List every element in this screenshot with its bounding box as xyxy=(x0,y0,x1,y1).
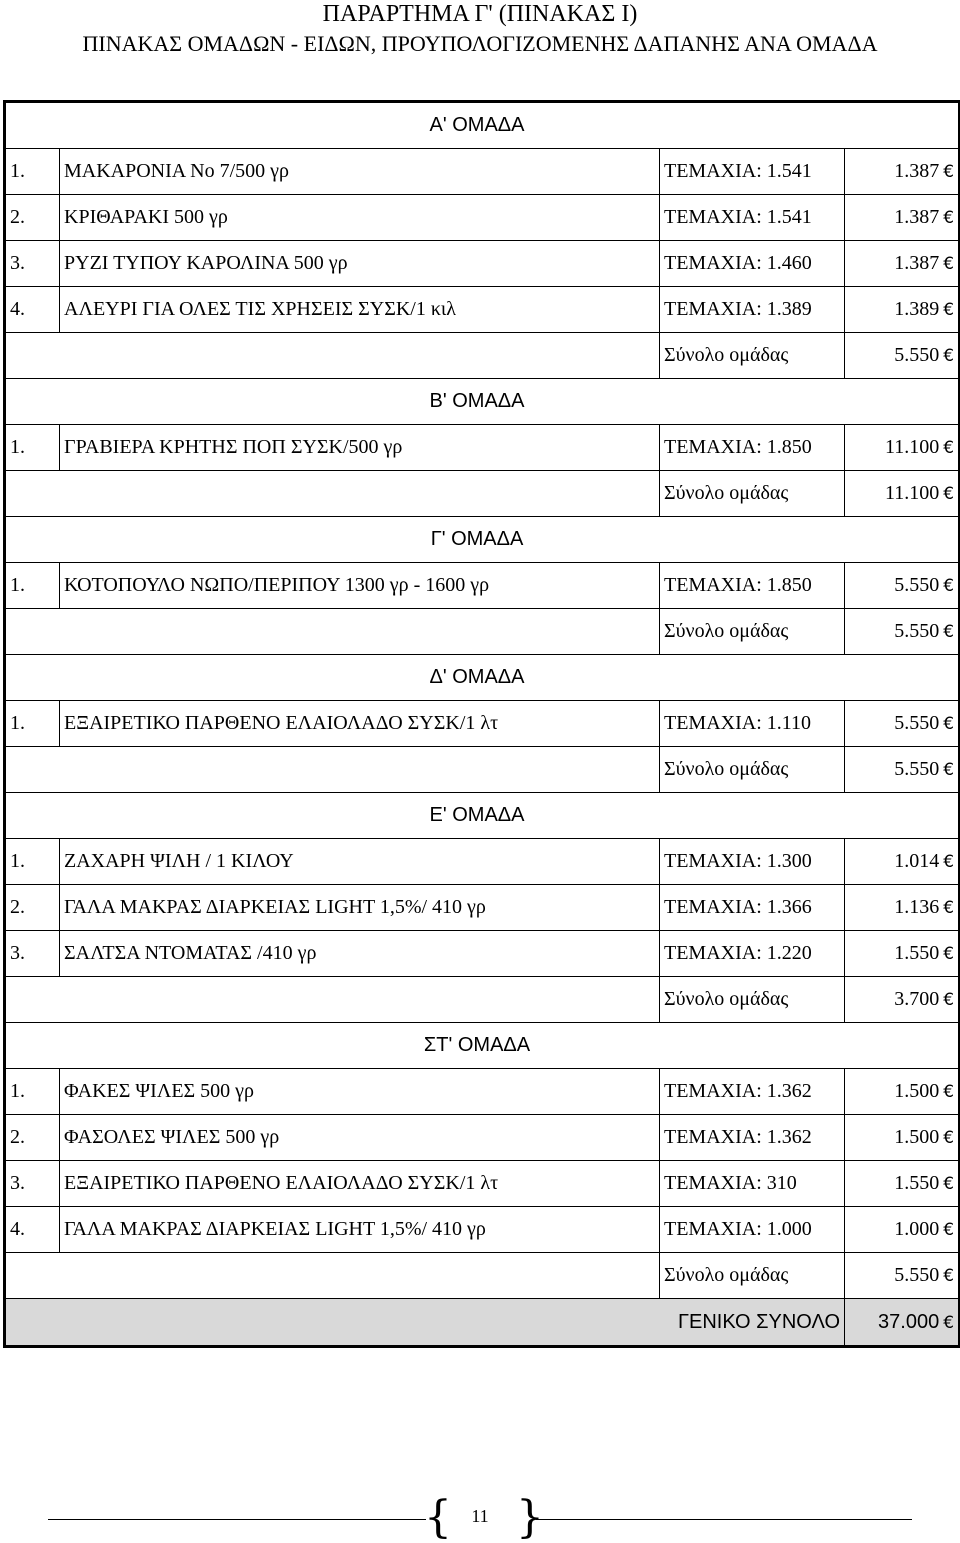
item-description: ΑΛΕΥΡΙ ΓΙΑ ΟΛΕΣ ΤΙΣ ΧΡΗΣΕΙΣ ΣΥΣΚ/1 κιλ xyxy=(60,287,660,333)
group-title-text: Γ' ΟΜΑΔΑ xyxy=(430,528,524,550)
item-amount-cell xyxy=(845,931,960,977)
item-row xyxy=(5,1207,960,1253)
euro-icon: € xyxy=(943,852,955,872)
item-number: 1. xyxy=(5,149,60,195)
group-title xyxy=(5,102,960,149)
page-number: 11 xyxy=(471,1506,489,1526)
item-amount-cell xyxy=(845,1069,960,1115)
item-quantity: ΤΕΜΑΧΙΑ: 1.366 xyxy=(660,885,845,931)
item-description: ΚΡΙΘΑΡΑΚΙ 500 γρ xyxy=(60,195,660,241)
item-number: 1. xyxy=(5,839,60,885)
euro-icon: € xyxy=(943,1082,955,1102)
group-total-amount: 5.550 xyxy=(894,344,940,366)
euro-icon: € xyxy=(943,1128,955,1148)
item-amount-cell xyxy=(845,839,960,885)
group-total-amount: 3.700 xyxy=(894,988,940,1010)
item-amount: 1.014 xyxy=(894,850,940,872)
item-row xyxy=(5,287,960,333)
item-description: ΕΞΑΙΡΕΤΙΚΟ ΠΑΡΘΕΝΟ ΕΛΑΙΟΛΑΔΟ ΣΥΣΚ/1 λτ xyxy=(60,701,660,747)
group-header-row xyxy=(5,793,960,839)
group-title xyxy=(5,793,960,839)
right-brace-icon: } xyxy=(516,1492,544,1543)
item-amount: 1.000 xyxy=(894,1218,940,1240)
group-total-cell xyxy=(845,747,960,793)
group-total-cell xyxy=(845,333,960,379)
item-quantity: ΤΕΜΑΧΙΑ: 1.362 xyxy=(660,1115,845,1161)
document-title: ΠΑΡΑΡΤΗΜΑ Γ' (ΠΙΝΑΚΑΣ Ι) xyxy=(322,1,638,27)
item-number: 1. xyxy=(5,425,60,471)
euro-icon: € xyxy=(943,346,955,366)
group-total-label: Σύνολο ομάδας xyxy=(660,977,845,1023)
item-row xyxy=(5,1115,960,1161)
grand-total-cell xyxy=(845,1299,960,1347)
item-amount-cell xyxy=(845,885,960,931)
item-description: ΖΑΧΑΡΗ ΨΙΛΗ / 1 ΚΙΛΟΥ xyxy=(60,839,660,885)
euro-icon: € xyxy=(943,898,955,918)
item-amount-cell xyxy=(845,149,960,195)
euro-icon: € xyxy=(943,714,955,734)
footer-rule-right xyxy=(536,1519,912,1520)
item-quantity: ΤΕΜΑΧΙΑ: 1.300 xyxy=(660,839,845,885)
euro-icon: € xyxy=(943,300,955,320)
group-total-amount: 5.550 xyxy=(894,758,940,780)
item-amount: 1.136 xyxy=(894,896,940,918)
group-title-text: Ε' ΟΜΑΔΑ xyxy=(429,804,525,826)
item-quantity: ΤΕΜΑΧΙΑ: 1.000 xyxy=(660,1207,845,1253)
item-quantity: ΤΕΜΑΧΙΑ: 1.460 xyxy=(660,241,845,287)
item-description: ΦΑΚΕΣ ΨΙΛΕΣ 500 γρ xyxy=(60,1069,660,1115)
item-number: 3. xyxy=(5,931,60,977)
group-total-blank xyxy=(5,1253,660,1299)
group-total-cell xyxy=(845,609,960,655)
group-total-cell xyxy=(845,471,960,517)
document-subtitle: ΠΙΝΑΚΑΣ ΟΜΑΔΩΝ - ΕΙΔΩΝ, ΠΡΟΥΠΟΛΟΓΙΖΟΜΕΝΗΣ ΔΑΠΑΝΗΣ ΑΝΑ ΟΜΑΔΑ xyxy=(82,31,878,56)
groups-table xyxy=(3,100,960,1348)
item-amount: 5.550 xyxy=(894,574,940,596)
item-number: 3. xyxy=(5,241,60,287)
euro-icon: € xyxy=(943,1220,955,1240)
item-description: ΜΑΚΑΡΟΝΙΑ Νο 7/500 γρ xyxy=(60,149,660,195)
group-title-text: Α' ΟΜΑΔΑ xyxy=(429,114,525,136)
group-total-amount: 5.550 xyxy=(894,1264,940,1286)
group-total-cell xyxy=(845,977,960,1023)
item-amount: 5.550 xyxy=(894,712,940,734)
item-quantity: ΤΕΜΑΧΙΑ: 1.850 xyxy=(660,563,845,609)
group-title-text: ΣΤ' ΟΜΑΔΑ xyxy=(423,1034,531,1056)
item-amount-cell xyxy=(845,425,960,471)
item-amount: 11.100 xyxy=(884,436,940,458)
item-number: 4. xyxy=(5,1207,60,1253)
left-brace-icon: { xyxy=(424,1492,452,1543)
group-total-row xyxy=(5,609,960,655)
item-row xyxy=(5,425,960,471)
group-total-amount: 11.100 xyxy=(884,482,940,504)
item-number: 3. xyxy=(5,1161,60,1207)
group-total-label: Σύνολο ομάδας xyxy=(660,471,845,517)
euro-icon: € xyxy=(943,254,955,274)
item-row xyxy=(5,241,960,287)
item-row xyxy=(5,885,960,931)
item-row xyxy=(5,149,960,195)
euro-icon: € xyxy=(943,1174,955,1194)
item-description: ΕΞΑΙΡΕΤΙΚΟ ΠΑΡΘΕΝΟ ΕΛΑΙΟΛΑΔΟ ΣΥΣΚ/1 λτ xyxy=(60,1161,660,1207)
item-amount: 1.500 xyxy=(894,1080,940,1102)
item-number: 1. xyxy=(5,1069,60,1115)
item-quantity: ΤΕΜΑΧΙΑ: 1.850 xyxy=(660,425,845,471)
group-total-amount: 5.550 xyxy=(894,620,940,642)
item-amount-cell xyxy=(845,1161,960,1207)
grand-total-row xyxy=(5,1299,960,1347)
group-total-label: Σύνολο ομάδας xyxy=(660,333,845,379)
group-title xyxy=(5,517,960,563)
grand-total-amount: 37.000 xyxy=(878,1310,940,1333)
group-total-label: Σύνολο ομάδας xyxy=(660,609,845,655)
group-total-blank xyxy=(5,747,660,793)
footer-rule-left xyxy=(48,1519,426,1520)
group-total-row xyxy=(5,471,960,517)
group-total-row xyxy=(5,747,960,793)
item-description: ΓΑΛΑ ΜΑΚΡΑΣ ΔΙΑΡΚΕΙΑΣ LIGHT 1,5%/ 410 γρ xyxy=(60,1207,660,1253)
group-total-row xyxy=(5,333,960,379)
item-row xyxy=(5,839,960,885)
item-description: ΓΑΛΑ ΜΑΚΡΑΣ ΔΙΑΡΚΕΙΑΣ LIGHT 1,5%/ 410 γρ xyxy=(60,885,660,931)
euro-icon: € xyxy=(943,944,955,964)
euro-icon: € xyxy=(943,576,955,596)
item-row xyxy=(5,1069,960,1115)
group-total-cell xyxy=(845,1253,960,1299)
group-title xyxy=(5,655,960,701)
item-amount: 1.550 xyxy=(894,942,940,964)
group-header-row xyxy=(5,655,960,701)
item-amount-cell xyxy=(845,241,960,287)
euro-icon: € xyxy=(943,162,955,182)
item-quantity: ΤΕΜΑΧΙΑ: 1.362 xyxy=(660,1069,845,1115)
item-amount: 1.389 xyxy=(894,298,940,320)
item-amount: 1.550 xyxy=(894,1172,940,1194)
item-amount-cell xyxy=(845,1115,960,1161)
euro-icon: € xyxy=(943,1312,955,1333)
groups-table-body xyxy=(5,102,960,1347)
item-amount-cell xyxy=(845,195,960,241)
item-quantity: ΤΕΜΑΧΙΑ: 1.541 xyxy=(660,195,845,241)
item-amount-cell xyxy=(845,563,960,609)
group-total-blank xyxy=(5,471,660,517)
item-amount: 1.387 xyxy=(894,160,940,182)
item-description: ΦΑΣΟΛΕΣ ΨΙΛΕΣ 500 γρ xyxy=(60,1115,660,1161)
euro-icon: € xyxy=(943,208,955,228)
item-row xyxy=(5,1161,960,1207)
euro-icon: € xyxy=(943,622,955,642)
item-row xyxy=(5,701,960,747)
item-description: ΡΥΖΙ ΤΥΠΟΥ ΚΑΡΟΛΙΝΑ 500 γρ xyxy=(60,241,660,287)
euro-icon: € xyxy=(943,760,955,780)
euro-icon: € xyxy=(943,484,955,504)
group-header-row xyxy=(5,517,960,563)
item-quantity: ΤΕΜΑΧΙΑ: 1.220 xyxy=(660,931,845,977)
group-header-row xyxy=(5,379,960,425)
group-title xyxy=(5,1023,960,1069)
item-quantity: ΤΕΜΑΧΙΑ: 1.541 xyxy=(660,149,845,195)
item-description: ΣΑΛΤΣΑ ΝΤΟΜΑΤΑΣ /410 γρ xyxy=(60,931,660,977)
euro-icon: € xyxy=(943,1266,955,1286)
group-header-row xyxy=(5,102,960,149)
item-number: 2. xyxy=(5,1115,60,1161)
group-title-text: Δ' ΟΜΑΔΑ xyxy=(429,666,525,688)
item-number: 2. xyxy=(5,195,60,241)
item-number: 1. xyxy=(5,563,60,609)
item-description: ΓΡΑΒΙΕΡΑ ΚΡΗΤΗΣ ΠΟΠ ΣΥΣΚ/500 γρ xyxy=(60,425,660,471)
group-total-row xyxy=(5,1253,960,1299)
group-title xyxy=(5,379,960,425)
group-total-label: Σύνολο ομάδας xyxy=(660,747,845,793)
item-amount: 1.500 xyxy=(894,1126,940,1148)
item-quantity: ΤΕΜΑΧΙΑ: 1.110 xyxy=(660,701,845,747)
item-number: 4. xyxy=(5,287,60,333)
item-description: ΚΟΤΟΠΟΥΛΟ ΝΩΠΟ/ΠΕΡΙΠΟΥ 1300 γρ - 1600 γρ xyxy=(60,563,660,609)
group-header-row xyxy=(5,1023,960,1069)
group-title-text: Β' ΟΜΑΔΑ xyxy=(429,390,525,412)
item-amount-cell xyxy=(845,287,960,333)
item-amount-cell xyxy=(845,701,960,747)
euro-icon: € xyxy=(943,990,955,1010)
item-amount: 1.387 xyxy=(894,206,940,228)
euro-icon: € xyxy=(943,438,955,458)
item-quantity: ΤΕΜΑΧΙΑ: 310 xyxy=(660,1161,845,1207)
group-total-row xyxy=(5,977,960,1023)
item-row xyxy=(5,931,960,977)
group-total-blank xyxy=(5,333,660,379)
item-number: 2. xyxy=(5,885,60,931)
group-total-label: Σύνολο ομάδας xyxy=(660,1253,845,1299)
item-row xyxy=(5,195,960,241)
item-amount-cell xyxy=(845,1207,960,1253)
group-total-blank xyxy=(5,609,660,655)
group-total-blank xyxy=(5,977,660,1023)
item-quantity: ΤΕΜΑΧΙΑ: 1.389 xyxy=(660,287,845,333)
item-amount: 1.387 xyxy=(894,252,940,274)
item-row xyxy=(5,563,960,609)
grand-total-label: ΓΕΝΙΚΟ ΣΥΝΟΛΟ xyxy=(5,1299,845,1347)
item-number: 1. xyxy=(5,701,60,747)
